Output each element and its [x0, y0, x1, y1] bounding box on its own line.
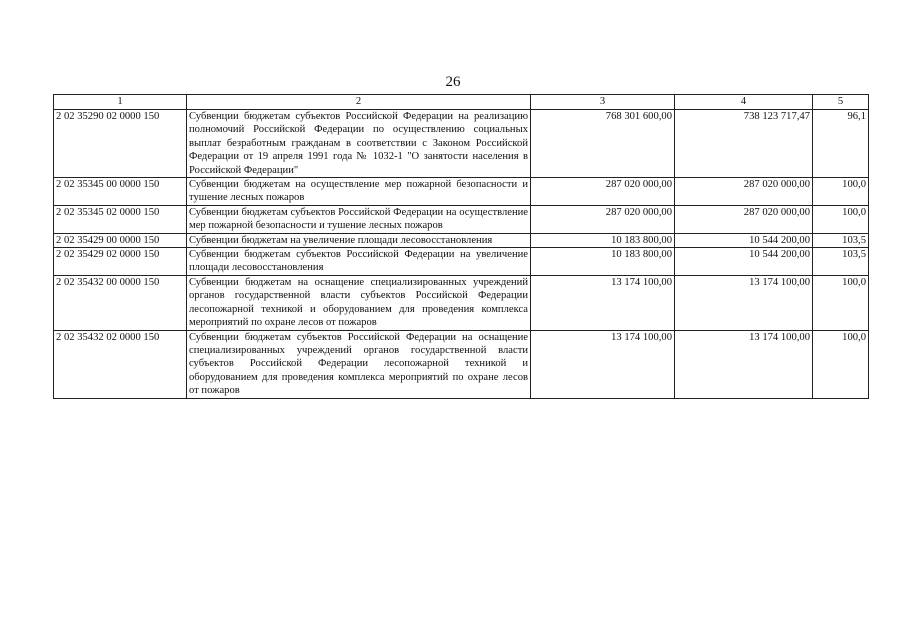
- table-row: [54, 205, 869, 233]
- col3-amount-cell: 13 174 100,00: [531, 275, 675, 330]
- col5-percent-cell: 100,0: [813, 330, 869, 398]
- header-col-4: 4: [675, 95, 813, 110]
- header-col-3: 3: [531, 95, 675, 110]
- col5-percent-cell: 100,0: [813, 178, 869, 206]
- col4-amount-cell: 287 020 000,00: [675, 205, 813, 233]
- budget-table: [53, 94, 869, 399]
- table-row: [54, 275, 869, 330]
- col5-percent-cell: 103,5: [813, 248, 869, 276]
- page-number: 26: [445, 74, 461, 90]
- budget-code-cell: 2 02 35432 00 0000 150: [54, 275, 187, 330]
- col4-amount-cell: 13 174 100,00: [675, 275, 813, 330]
- budget-code-cell: 2 02 35429 02 0000 150: [54, 248, 187, 276]
- description-cell: Субвенции бюджетам субъектов Российской Федерации на увеличение площади лесовосстановления: [187, 248, 531, 276]
- header-col-2: 2: [187, 95, 531, 110]
- col3-amount-cell: 10 183 800,00: [531, 248, 675, 276]
- col4-amount-cell: 13 174 100,00: [675, 330, 813, 398]
- col5-percent-cell: 103,5: [813, 233, 869, 247]
- budget-code-cell: 2 02 35429 00 0000 150: [54, 233, 187, 247]
- description-cell: Субвенции бюджетам субъектов Российской Федерации на реализацию полномочий Российской Федерации по осуществлению социальных выплат безработным гражданам в соответствии с Законом Российской Федерации от 19 апреля 1991 года № 1032-1 "О занятости населения в Российской Федерации": [187, 110, 531, 178]
- description-cell: Субвенции бюджетам на осуществление мер пожарной безопасности и тушение лесных пожаров: [187, 178, 531, 206]
- table-header-row: [54, 95, 869, 110]
- col5-percent-cell: 100,0: [813, 275, 869, 330]
- table-row: [54, 233, 869, 247]
- col3-amount-cell: 13 174 100,00: [531, 330, 675, 398]
- table-row: [54, 178, 869, 206]
- budget-code-cell: 2 02 35345 00 0000 150: [54, 178, 187, 206]
- header-col-1: 1: [54, 95, 187, 110]
- col4-amount-cell: 10 544 200,00: [675, 248, 813, 276]
- col3-amount-cell: 287 020 000,00: [531, 178, 675, 206]
- header-col-5: 5: [813, 95, 869, 110]
- col4-amount-cell: 287 020 000,00: [675, 178, 813, 206]
- col5-percent-cell: 96,1: [813, 110, 869, 178]
- col3-amount-cell: 287 020 000,00: [531, 205, 675, 233]
- col3-amount-cell: 10 183 800,00: [531, 233, 675, 247]
- table-row: [54, 248, 869, 276]
- table-row: [54, 330, 869, 398]
- budget-code-cell: 2 02 35432 02 0000 150: [54, 330, 187, 398]
- col3-amount-cell: 768 301 600,00: [531, 110, 675, 178]
- table-row: [54, 110, 869, 178]
- budget-code-cell: 2 02 35345 02 0000 150: [54, 205, 187, 233]
- description-cell: Субвенции бюджетам на оснащение специализированных учреждений органов государственной власти субъектов Российской Федерации лесопожарной техникой и оборудованием для проведения комплекса мероприятий по охране лесов от пожаров: [187, 275, 531, 330]
- col4-amount-cell: 10 544 200,00: [675, 233, 813, 247]
- description-cell: Субвенции бюджетам на увеличение площади лесовосстановления: [187, 233, 531, 247]
- col5-percent-cell: 100,0: [813, 205, 869, 233]
- budget-code-cell: 2 02 35290 02 0000 150: [54, 110, 187, 178]
- description-cell: Субвенции бюджетам субъектов Российской Федерации на оснащение специализированных учреждений органов государственной власти субъектов Российской Федерации лесопожарной техникой и оборудованием для проведения комплекса мероприятий по охране лесов от пожаров: [187, 330, 531, 398]
- description-cell: Субвенции бюджетам субъектов Российской Федерации на осуществление мер пожарной безопасности и тушение лесных пожаров: [187, 205, 531, 233]
- col4-amount-cell: 738 123 717,47: [675, 110, 813, 178]
